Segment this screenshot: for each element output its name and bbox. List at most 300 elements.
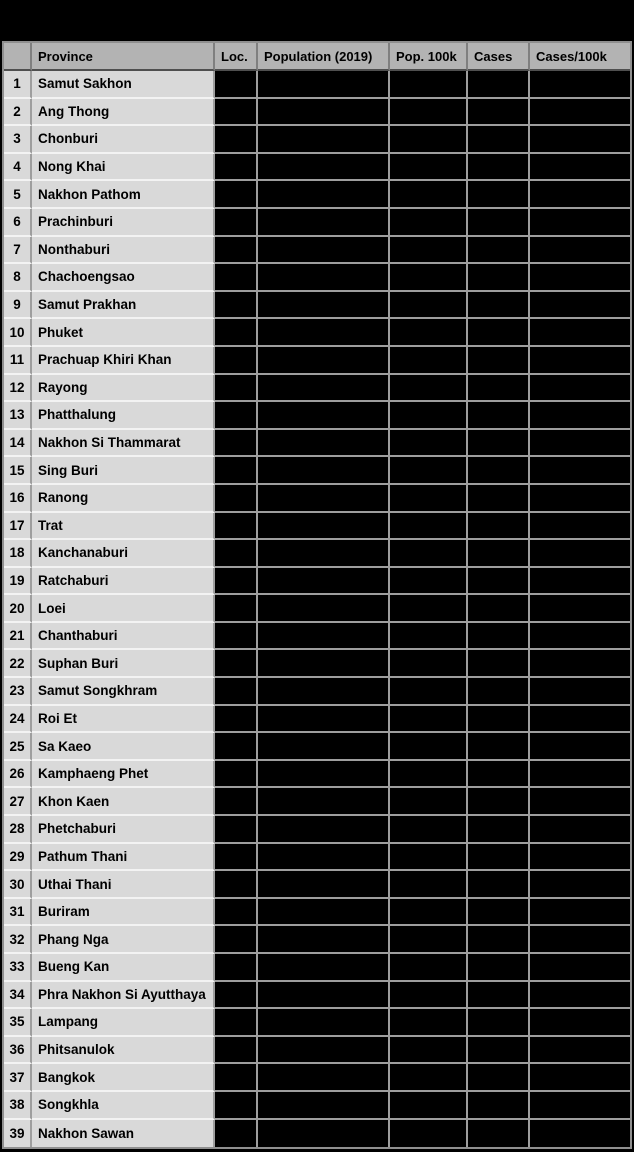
redacted-cases-cell [468, 982, 530, 1010]
row-number: 19 [4, 568, 32, 596]
redacted-cases-cell [468, 788, 530, 816]
redacted-population-cell [258, 126, 390, 154]
table-row [4, 650, 630, 678]
redacted-cases100k-cell [530, 319, 630, 347]
redacted-pop100k-cell [390, 595, 468, 623]
province-name: Kamphaeng Phet [32, 761, 215, 789]
redacted-cases100k-cell [530, 154, 630, 182]
table-row [4, 871, 630, 899]
redacted-cases-cell [468, 430, 530, 458]
table-row [4, 623, 630, 651]
province-name: Ratchaburi [32, 568, 215, 596]
table-row [4, 899, 630, 927]
redacted-loc-cell [215, 568, 258, 596]
table-row [4, 568, 630, 596]
table-row [4, 1120, 630, 1148]
row-number: 9 [4, 292, 32, 320]
redacted-pop100k-cell [390, 430, 468, 458]
province-name: Nonthaburi [32, 237, 215, 265]
redacted-cases-cell [468, 1009, 530, 1037]
province-name: Sing Buri [32, 457, 215, 485]
row-number: 17 [4, 513, 32, 541]
redacted-loc-cell [215, 844, 258, 872]
redacted-loc-cell [215, 1064, 258, 1092]
row-number: 34 [4, 982, 32, 1010]
redacted-cases-cell [468, 99, 530, 127]
row-number: 3 [4, 126, 32, 154]
province-name: Uthai Thani [32, 871, 215, 899]
redacted-loc-cell [215, 1120, 258, 1148]
header-row [4, 43, 630, 71]
province-name: Phetchaburi [32, 816, 215, 844]
province-name: Buriram [32, 899, 215, 927]
redacted-pop100k-cell [390, 1092, 468, 1120]
redacted-population-cell [258, 457, 390, 485]
redacted-loc-cell [215, 457, 258, 485]
row-number: 31 [4, 899, 32, 927]
redacted-cases100k-cell [530, 595, 630, 623]
column-header-province: Province [32, 43, 215, 71]
redacted-pop100k-cell [390, 264, 468, 292]
redacted-cases-cell [468, 237, 530, 265]
row-number: 27 [4, 788, 32, 816]
row-number: 20 [4, 595, 32, 623]
redacted-pop100k-cell [390, 457, 468, 485]
province-name: Sa Kaeo [32, 733, 215, 761]
row-number: 26 [4, 761, 32, 789]
redacted-loc-cell [215, 513, 258, 541]
redacted-pop100k-cell [390, 1120, 468, 1148]
table-row [4, 926, 630, 954]
redacted-pop100k-cell [390, 71, 468, 99]
row-number: 5 [4, 181, 32, 209]
redacted-population-cell [258, 292, 390, 320]
province-name: Chonburi [32, 126, 215, 154]
redacted-population-cell [258, 871, 390, 899]
redacted-loc-cell [215, 954, 258, 982]
redacted-cases100k-cell [530, 844, 630, 872]
redacted-pop100k-cell [390, 954, 468, 982]
row-number: 36 [4, 1037, 32, 1065]
redacted-loc-cell [215, 540, 258, 568]
row-number: 25 [4, 733, 32, 761]
row-number: 13 [4, 402, 32, 430]
column-header-population: Population (2019) [258, 43, 390, 71]
redacted-cases100k-cell [530, 1064, 630, 1092]
redacted-pop100k-cell [390, 650, 468, 678]
column-header-cases100k: Cases/100k [530, 43, 630, 71]
table-row [4, 292, 630, 320]
redacted-cases100k-cell [530, 871, 630, 899]
row-number: 10 [4, 319, 32, 347]
redacted-cases-cell [468, 733, 530, 761]
redacted-cases100k-cell [530, 430, 630, 458]
redacted-population-cell [258, 706, 390, 734]
redacted-population-cell [258, 1064, 390, 1092]
redacted-cases-cell [468, 595, 530, 623]
province-name: Phuket [32, 319, 215, 347]
redacted-cases100k-cell [530, 706, 630, 734]
table-row [4, 264, 630, 292]
table-row [4, 816, 630, 844]
redacted-pop100k-cell [390, 788, 468, 816]
redacted-pop100k-cell [390, 733, 468, 761]
redacted-cases100k-cell [530, 237, 630, 265]
redacted-cases-cell [468, 485, 530, 513]
redacted-cases100k-cell [530, 1120, 630, 1148]
redacted-cases100k-cell [530, 899, 630, 927]
row-number: 1 [4, 71, 32, 99]
redacted-cases-cell [468, 181, 530, 209]
redacted-cases-cell [468, 954, 530, 982]
redacted-cases-cell [468, 513, 530, 541]
province-name: Trat [32, 513, 215, 541]
table-row [4, 706, 630, 734]
redacted-loc-cell [215, 788, 258, 816]
redacted-cases-cell [468, 402, 530, 430]
redacted-cases100k-cell [530, 209, 630, 237]
redacted-cases100k-cell [530, 485, 630, 513]
redacted-loc-cell [215, 99, 258, 127]
redacted-loc-cell [215, 1092, 258, 1120]
redacted-population-cell [258, 237, 390, 265]
redacted-loc-cell [215, 623, 258, 651]
redacted-pop100k-cell [390, 623, 468, 651]
redacted-cases-cell [468, 678, 530, 706]
redacted-loc-cell [215, 816, 258, 844]
redacted-cases100k-cell [530, 1009, 630, 1037]
redacted-cases-cell [468, 899, 530, 927]
redacted-cases100k-cell [530, 761, 630, 789]
row-number: 6 [4, 209, 32, 237]
redacted-cases-cell [468, 375, 530, 403]
row-number: 22 [4, 650, 32, 678]
redacted-cases-cell [468, 871, 530, 899]
redacted-cases100k-cell [530, 788, 630, 816]
redacted-cases-cell [468, 1092, 530, 1120]
row-number: 29 [4, 844, 32, 872]
row-number: 8 [4, 264, 32, 292]
redacted-cases-cell [468, 926, 530, 954]
table-row [4, 844, 630, 872]
redacted-population-cell [258, 926, 390, 954]
redacted-cases-cell [468, 761, 530, 789]
redacted-loc-cell [215, 430, 258, 458]
table-row [4, 733, 630, 761]
redacted-cases-cell [468, 154, 530, 182]
redacted-cases100k-cell [530, 347, 630, 375]
redacted-cases-cell [468, 264, 530, 292]
redacted-population-cell [258, 99, 390, 127]
redacted-cases-cell [468, 623, 530, 651]
province-name: Chachoengsao [32, 264, 215, 292]
table-row [4, 982, 630, 1010]
redacted-loc-cell [215, 154, 258, 182]
redacted-population-cell [258, 954, 390, 982]
province-name: Bueng Kan [32, 954, 215, 982]
province-name: Phatthalung [32, 402, 215, 430]
row-number: 39 [4, 1120, 32, 1148]
redacted-cases-cell [468, 706, 530, 734]
redacted-cases100k-cell [530, 650, 630, 678]
redacted-cases100k-cell [530, 623, 630, 651]
province-name: Pathum Thani [32, 844, 215, 872]
table-row [4, 1092, 630, 1120]
redacted-loc-cell [215, 733, 258, 761]
row-number: 15 [4, 457, 32, 485]
redacted-cases-cell [468, 1037, 530, 1065]
redacted-pop100k-cell [390, 99, 468, 127]
redacted-cases100k-cell [530, 99, 630, 127]
redacted-population-cell [258, 568, 390, 596]
redacted-pop100k-cell [390, 513, 468, 541]
redacted-cases100k-cell [530, 540, 630, 568]
row-number: 11 [4, 347, 32, 375]
redacted-cases-cell [468, 1120, 530, 1148]
province-name: Roi Et [32, 706, 215, 734]
redacted-population-cell [258, 650, 390, 678]
province-name: Kanchanaburi [32, 540, 215, 568]
redacted-population-cell [258, 485, 390, 513]
row-number: 21 [4, 623, 32, 651]
redacted-cases100k-cell [530, 926, 630, 954]
redacted-cases100k-cell [530, 1092, 630, 1120]
redacted-loc-cell [215, 595, 258, 623]
redacted-population-cell [258, 788, 390, 816]
redacted-loc-cell [215, 402, 258, 430]
redacted-pop100k-cell [390, 402, 468, 430]
table-row [4, 209, 630, 237]
redacted-loc-cell [215, 292, 258, 320]
redacted-cases-cell [468, 844, 530, 872]
redacted-cases-cell [468, 650, 530, 678]
redacted-loc-cell [215, 71, 258, 99]
redacted-cases100k-cell [530, 982, 630, 1010]
redacted-loc-cell [215, 926, 258, 954]
redacted-loc-cell [215, 706, 258, 734]
redacted-population-cell [258, 1009, 390, 1037]
redacted-population-cell [258, 71, 390, 99]
table-row [4, 319, 630, 347]
redacted-population-cell [258, 844, 390, 872]
province-name: Chanthaburi [32, 623, 215, 651]
table-row [4, 1064, 630, 1092]
redacted-pop100k-cell [390, 568, 468, 596]
redacted-population-cell [258, 1037, 390, 1065]
province-name: Bangkok [32, 1064, 215, 1092]
redacted-cases100k-cell [530, 126, 630, 154]
redacted-population-cell [258, 181, 390, 209]
redacted-loc-cell [215, 761, 258, 789]
province-name: Samut Sakhon [32, 71, 215, 99]
redacted-population-cell [258, 347, 390, 375]
redacted-population-cell [258, 375, 390, 403]
province-name: Prachinburi [32, 209, 215, 237]
redacted-loc-cell [215, 485, 258, 513]
redacted-cases-cell [468, 568, 530, 596]
table-row [4, 181, 630, 209]
table-row [4, 457, 630, 485]
table-row [4, 430, 630, 458]
table-row [4, 1037, 630, 1065]
redacted-pop100k-cell [390, 871, 468, 899]
redacted-cases-cell [468, 292, 530, 320]
row-number: 24 [4, 706, 32, 734]
redacted-population-cell [258, 1092, 390, 1120]
redacted-loc-cell [215, 1009, 258, 1037]
province-name: Samut Prakhan [32, 292, 215, 320]
redacted-cases-cell [468, 319, 530, 347]
redacted-pop100k-cell [390, 126, 468, 154]
redacted-cases100k-cell [530, 954, 630, 982]
table-row [4, 99, 630, 127]
redacted-population-cell [258, 982, 390, 1010]
table-row [4, 761, 630, 789]
table-row [4, 595, 630, 623]
column-header-loc: Loc. [215, 43, 258, 71]
redacted-cases100k-cell [530, 402, 630, 430]
table-row [4, 71, 630, 99]
province-name: Rayong [32, 375, 215, 403]
redacted-cases-cell [468, 457, 530, 485]
redacted-pop100k-cell [390, 982, 468, 1010]
redacted-cases100k-cell [530, 513, 630, 541]
row-number: 16 [4, 485, 32, 513]
redacted-loc-cell [215, 982, 258, 1010]
row-number: 35 [4, 1009, 32, 1037]
table-row [4, 954, 630, 982]
province-name: Nakhon Si Thammarat [32, 430, 215, 458]
redacted-cases-cell [468, 1064, 530, 1092]
redacted-pop100k-cell [390, 899, 468, 927]
redacted-loc-cell [215, 375, 258, 403]
row-number: 32 [4, 926, 32, 954]
redacted-pop100k-cell [390, 1064, 468, 1092]
table-body [4, 71, 630, 1147]
redacted-population-cell [258, 319, 390, 347]
table-row [4, 126, 630, 154]
province-name: Phitsanulok [32, 1037, 215, 1065]
province-name: Samut Songkhram [32, 678, 215, 706]
row-number: 4 [4, 154, 32, 182]
redacted-cases-cell [468, 126, 530, 154]
table-row [4, 788, 630, 816]
redacted-loc-cell [215, 237, 258, 265]
redacted-loc-cell [215, 126, 258, 154]
redacted-cases-cell [468, 540, 530, 568]
redacted-pop100k-cell [390, 292, 468, 320]
redacted-pop100k-cell [390, 540, 468, 568]
redacted-cases-cell [468, 347, 530, 375]
column-header-cases: Cases [468, 43, 530, 71]
redacted-pop100k-cell [390, 154, 468, 182]
table-row [4, 485, 630, 513]
redacted-loc-cell [215, 650, 258, 678]
table-row [4, 540, 630, 568]
redacted-pop100k-cell [390, 706, 468, 734]
province-table [2, 41, 632, 1149]
redacted-population-cell [258, 264, 390, 292]
redacted-pop100k-cell [390, 375, 468, 403]
province-name: Ang Thong [32, 99, 215, 127]
redacted-cases100k-cell [530, 71, 630, 99]
row-number: 7 [4, 237, 32, 265]
redacted-population-cell [258, 678, 390, 706]
redacted-pop100k-cell [390, 485, 468, 513]
redacted-cases100k-cell [530, 678, 630, 706]
row-number: 28 [4, 816, 32, 844]
redacted-cases100k-cell [530, 181, 630, 209]
province-name: Nong Khai [32, 154, 215, 182]
redacted-loc-cell [215, 347, 258, 375]
redacted-cases100k-cell [530, 457, 630, 485]
province-name: Suphan Buri [32, 650, 215, 678]
table-header [4, 43, 630, 71]
province-name: Songkhla [32, 1092, 215, 1120]
row-number: 38 [4, 1092, 32, 1120]
redacted-population-cell [258, 595, 390, 623]
redacted-population-cell [258, 733, 390, 761]
redacted-loc-cell [215, 1037, 258, 1065]
table-row [4, 154, 630, 182]
redacted-cases100k-cell [530, 264, 630, 292]
redacted-loc-cell [215, 678, 258, 706]
redacted-cases-cell [468, 209, 530, 237]
table-row [4, 402, 630, 430]
redacted-cases100k-cell [530, 292, 630, 320]
province-name: Phang Nga [32, 926, 215, 954]
redacted-cases100k-cell [530, 816, 630, 844]
redacted-population-cell [258, 513, 390, 541]
row-number: 30 [4, 871, 32, 899]
redacted-population-cell [258, 899, 390, 927]
row-number: 18 [4, 540, 32, 568]
redacted-population-cell [258, 761, 390, 789]
row-number: 37 [4, 1064, 32, 1092]
province-name: Lampang [32, 1009, 215, 1037]
redacted-pop100k-cell [390, 319, 468, 347]
table-row [4, 678, 630, 706]
redacted-population-cell [258, 623, 390, 651]
redacted-pop100k-cell [390, 844, 468, 872]
redacted-title-area [0, 0, 634, 41]
redacted-population-cell [258, 209, 390, 237]
redacted-population-cell [258, 816, 390, 844]
province-name: Phra Nakhon Si Ayutthaya [32, 982, 215, 1010]
redacted-pop100k-cell [390, 761, 468, 789]
row-number: 12 [4, 375, 32, 403]
redacted-cases100k-cell [530, 1037, 630, 1065]
redacted-pop100k-cell [390, 926, 468, 954]
redacted-pop100k-cell [390, 209, 468, 237]
table-row [4, 347, 630, 375]
redacted-cases100k-cell [530, 733, 630, 761]
province-name: Prachuap Khiri Khan [32, 347, 215, 375]
province-name: Khon Kaen [32, 788, 215, 816]
province-name: Nakhon Sawan [32, 1120, 215, 1148]
redacted-pop100k-cell [390, 1037, 468, 1065]
province-name: Ranong [32, 485, 215, 513]
row-number: 23 [4, 678, 32, 706]
redacted-cases100k-cell [530, 568, 630, 596]
redacted-population-cell [258, 402, 390, 430]
redacted-population-cell [258, 540, 390, 568]
redacted-loc-cell [215, 899, 258, 927]
row-number: 33 [4, 954, 32, 982]
row-number: 2 [4, 99, 32, 127]
redacted-loc-cell [215, 181, 258, 209]
redacted-loc-cell [215, 209, 258, 237]
